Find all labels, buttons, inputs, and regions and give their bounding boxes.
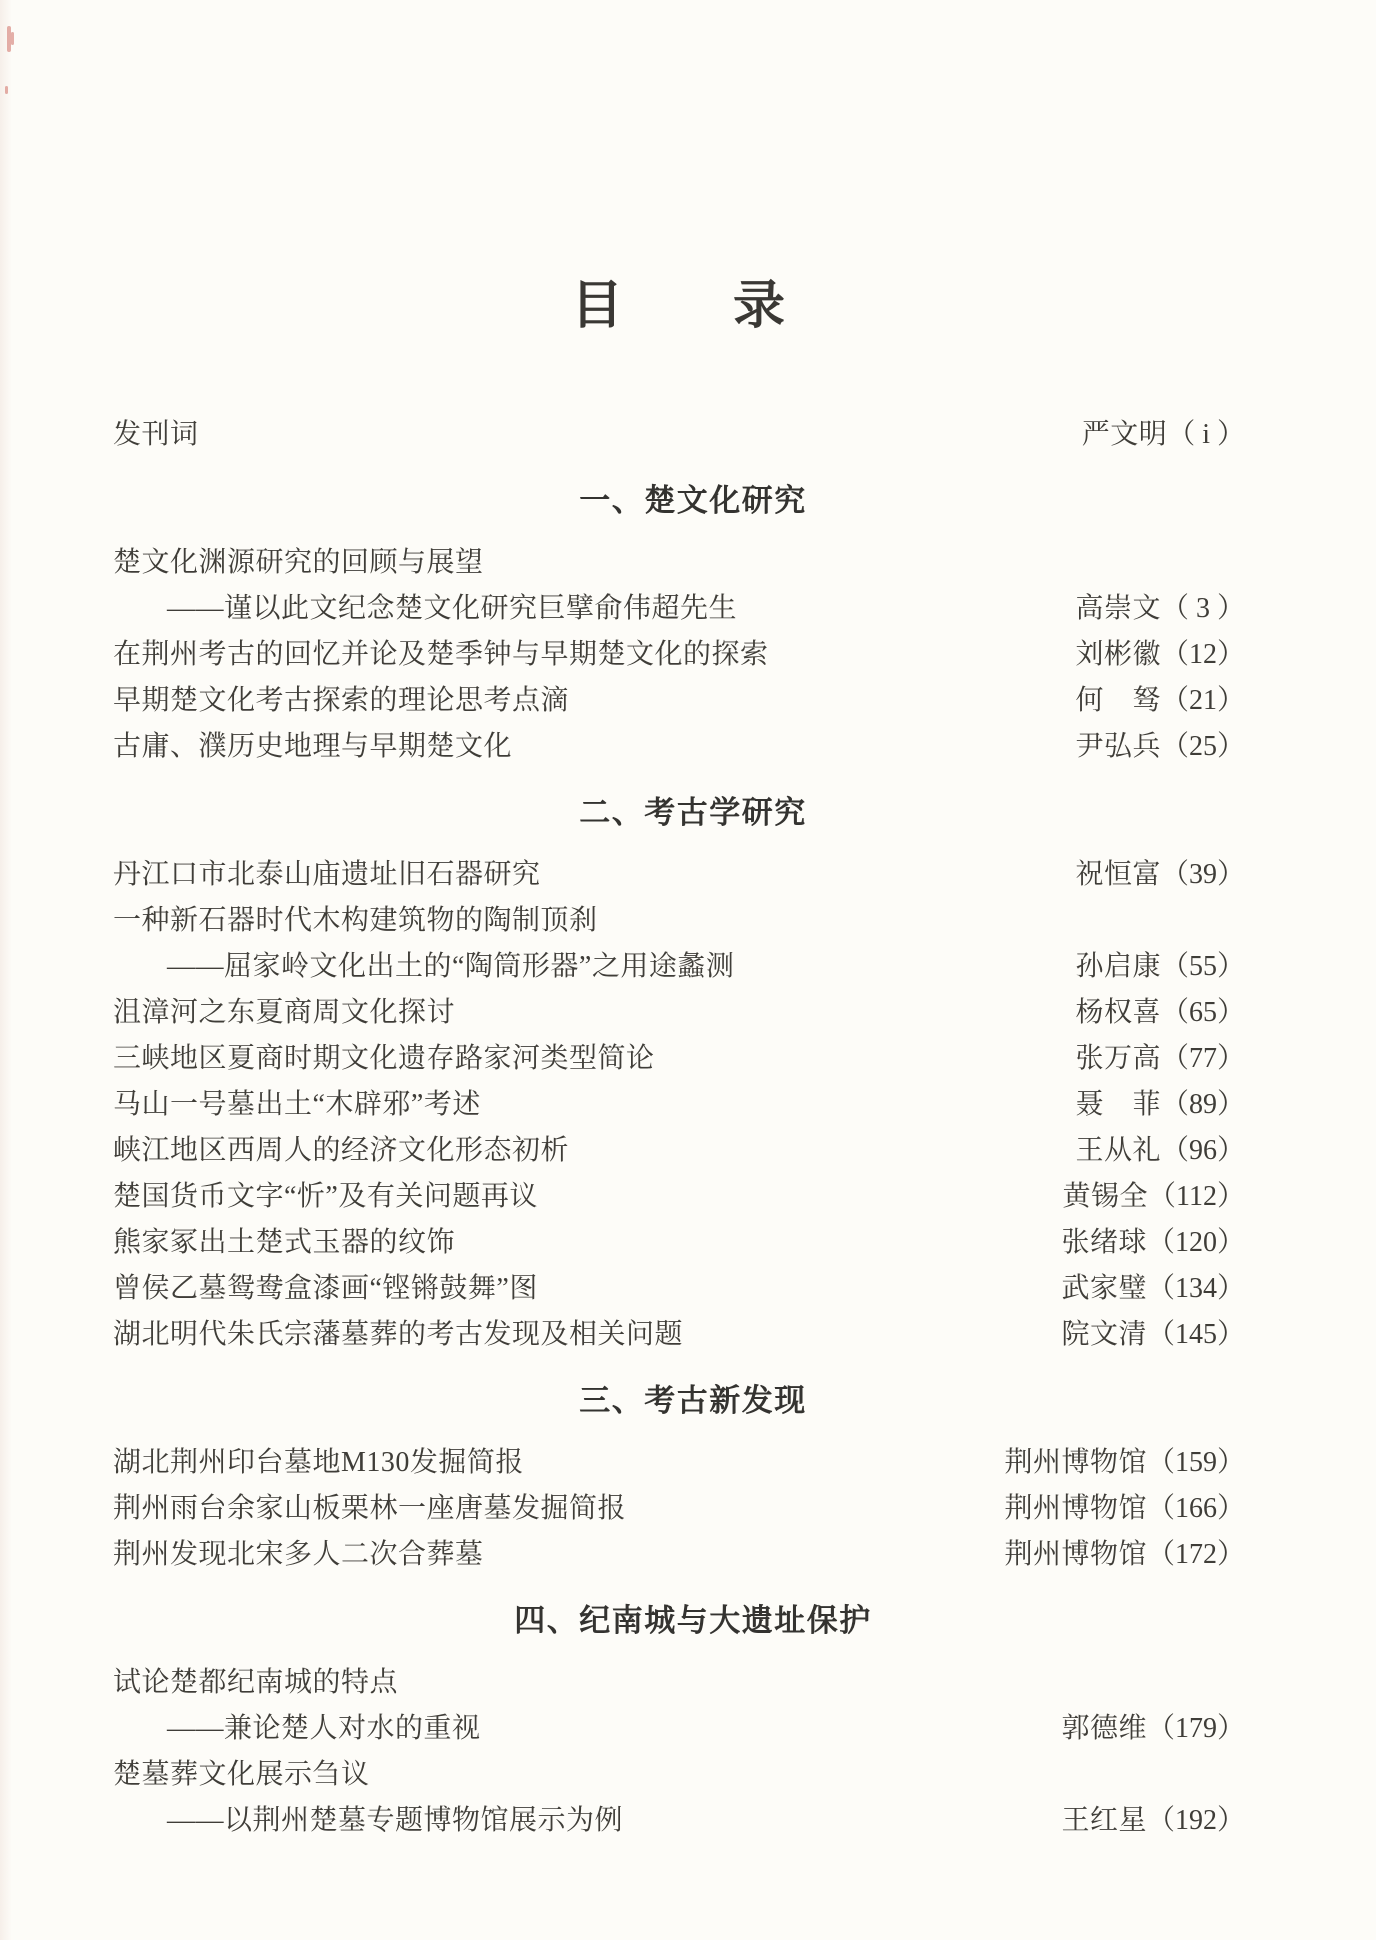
entry-page: （96） — [1160, 1135, 1245, 1166]
entry-title: 湖北明代朱氏宗藩墓葬的考古发现及相关问题 — [113, 1319, 684, 1350]
toc-entry-row — [113, 724, 1245, 770]
entry-subtitle: ——以荆州楚墓专题博物馆展示为例 — [167, 1805, 624, 1836]
entry-author: 郭德维 — [1061, 1713, 1147, 1744]
entry-author: 院文清 — [1061, 1319, 1147, 1350]
entry-title: 马山一号墓出土“木辟邪”考述 — [113, 1089, 481, 1120]
entry-author: 何 驽 — [1075, 685, 1161, 716]
entry-author: 荆州博物馆 — [1004, 1539, 1147, 1570]
entry-author: 孙启康 — [1075, 951, 1161, 982]
toc-entry-row — [113, 412, 1245, 458]
entry-title: 峡江地区西周人的经济文化形态初析 — [113, 1135, 570, 1166]
entry-title: 古庸、濮历史地理与早期楚文化 — [113, 731, 513, 762]
entry-title: 丹江口市北泰山庙遗址旧石器研究 — [113, 859, 541, 890]
entry-page: （77） — [1160, 1043, 1245, 1074]
entry-title: 发刊词 — [113, 419, 199, 450]
entry-title: 早期楚文化考古探索的理论思考点滴 — [113, 685, 570, 716]
entry-title: 试论楚都纪南城的特点 — [113, 1667, 399, 1698]
entry-page: （112） — [1148, 1181, 1245, 1212]
toc-entry-row — [113, 1798, 1245, 1844]
entry-page: （12） — [1160, 639, 1245, 670]
toc-entry-row — [113, 944, 1245, 990]
entry-subtitle: ——谨以此文纪念楚文化研究巨擘俞伟超先生 — [167, 593, 738, 624]
entry-subtitle: ——兼论楚人对水的重视 — [167, 1713, 481, 1744]
entry-title: 楚墓葬文化展示刍议 — [113, 1759, 370, 1790]
toc-entry-row — [113, 586, 1245, 632]
entry-author: 武家璧 — [1061, 1273, 1147, 1304]
entry-author: 刘彬徽 — [1075, 639, 1161, 670]
entry-page: （65） — [1160, 997, 1245, 1028]
toc-entry-row — [113, 1312, 1245, 1358]
entry-page: （134） — [1146, 1273, 1245, 1304]
toc-entry-row — [113, 1082, 1245, 1128]
entry-title: 湖北荆州印台墓地M130发掘简报 — [113, 1447, 524, 1478]
entry-subtitle: ——屈家岭文化出土的“陶筒形器”之用途蠡测 — [167, 951, 735, 982]
scan-edge-artifact — [5, 86, 8, 94]
entry-title: 荆州发现北宋多人二次合葬墓 — [113, 1539, 484, 1570]
entry-author: 聂 菲 — [1075, 1089, 1161, 1120]
entry-page: （39） — [1160, 859, 1245, 890]
entry-author: 张万高 — [1075, 1043, 1161, 1074]
scan-edge-shadow — [0, 0, 12, 1940]
section-heading: 一、楚文化研究 — [579, 483, 807, 518]
entry-author: 黄锡全 — [1062, 1181, 1149, 1212]
entry-author: 荆州博物馆 — [1004, 1447, 1147, 1478]
entry-author: 王红星 — [1061, 1805, 1147, 1836]
entry-page: （55） — [1160, 951, 1245, 982]
entry-page: （192） — [1146, 1805, 1245, 1836]
entry-page: （179） — [1146, 1713, 1245, 1744]
entry-title: 荆州雨台余家山板栗林一座唐墓发掘简报 — [113, 1493, 627, 1524]
toc-entry-row — [113, 1752, 1245, 1798]
toc-entry-row — [113, 990, 1245, 1036]
entry-page: （25） — [1160, 731, 1245, 762]
entry-page: （21） — [1160, 685, 1245, 716]
page-title: 目 录 — [570, 278, 787, 335]
entry-page: （ 3 ） — [1160, 593, 1245, 624]
toc-entry-row — [113, 1706, 1245, 1752]
toc-entry-row — [113, 1532, 1245, 1578]
entry-page: （145） — [1146, 1319, 1245, 1350]
entry-title: 楚文化渊源研究的回顾与展望 — [113, 547, 484, 578]
toc-entry-row — [113, 1486, 1245, 1532]
entry-author: 杨权喜 — [1075, 997, 1161, 1028]
entry-page: （159） — [1146, 1447, 1245, 1478]
toc-entry-row — [113, 1174, 1245, 1220]
entry-page: （ i ） — [1167, 419, 1245, 450]
toc-entry-row — [113, 898, 1245, 944]
entry-title: 沮漳河之东夏商周文化探讨 — [113, 997, 456, 1028]
toc-entry-row — [113, 1660, 1245, 1706]
entry-author: 荆州博物馆 — [1004, 1493, 1147, 1524]
entry-title: 在荆州考古的回忆并论及楚季钟与早期楚文化的探索 — [113, 639, 769, 670]
entry-author: 张绪球 — [1061, 1227, 1147, 1258]
entry-author: 祝恒富 — [1075, 859, 1161, 890]
entry-title: 一种新石器时代木构建筑物的陶制顶刹 — [113, 905, 598, 936]
entry-title: 曾侯乙墓鸳鸯盒漆画“铿锵鼓舞”图 — [113, 1273, 538, 1304]
entry-page: （166） — [1146, 1493, 1245, 1524]
toc-entry-row — [113, 1440, 1245, 1486]
entry-page: （120） — [1146, 1227, 1245, 1258]
entry-title: 熊家冢出土楚式玉器的纹饰 — [113, 1227, 456, 1258]
toc-entry-row — [113, 632, 1245, 678]
toc-entry-row — [113, 1036, 1245, 1082]
entry-author: 王从礼 — [1075, 1135, 1161, 1166]
toc-body — [113, 412, 1245, 1844]
entry-author: 尹弘兵 — [1075, 731, 1161, 762]
toc-entry-row — [113, 1266, 1245, 1312]
toc-entry-row — [113, 540, 1245, 586]
entry-author: 严文明 — [1081, 419, 1168, 450]
scan-edge-artifact — [11, 32, 14, 45]
entry-title: 三峡地区夏商时期文化遗存路家河类型简论 — [113, 1043, 655, 1074]
section-heading: 四、纪南城与大遗址保护 — [514, 1603, 872, 1638]
toc-entry-row — [113, 1220, 1245, 1266]
toc-entry-row — [113, 852, 1245, 898]
toc-entry-row — [113, 678, 1245, 724]
toc-entry-row — [113, 1128, 1245, 1174]
entry-author: 高崇文 — [1075, 593, 1161, 624]
entry-title: 楚国货币文字“忻”及有关问题再议 — [113, 1181, 538, 1212]
section-heading: 三、考古新发现 — [579, 1383, 807, 1418]
entry-page: （172） — [1146, 1539, 1245, 1570]
section-heading: 二、考古学研究 — [579, 795, 807, 830]
entry-page: （89） — [1160, 1089, 1245, 1120]
